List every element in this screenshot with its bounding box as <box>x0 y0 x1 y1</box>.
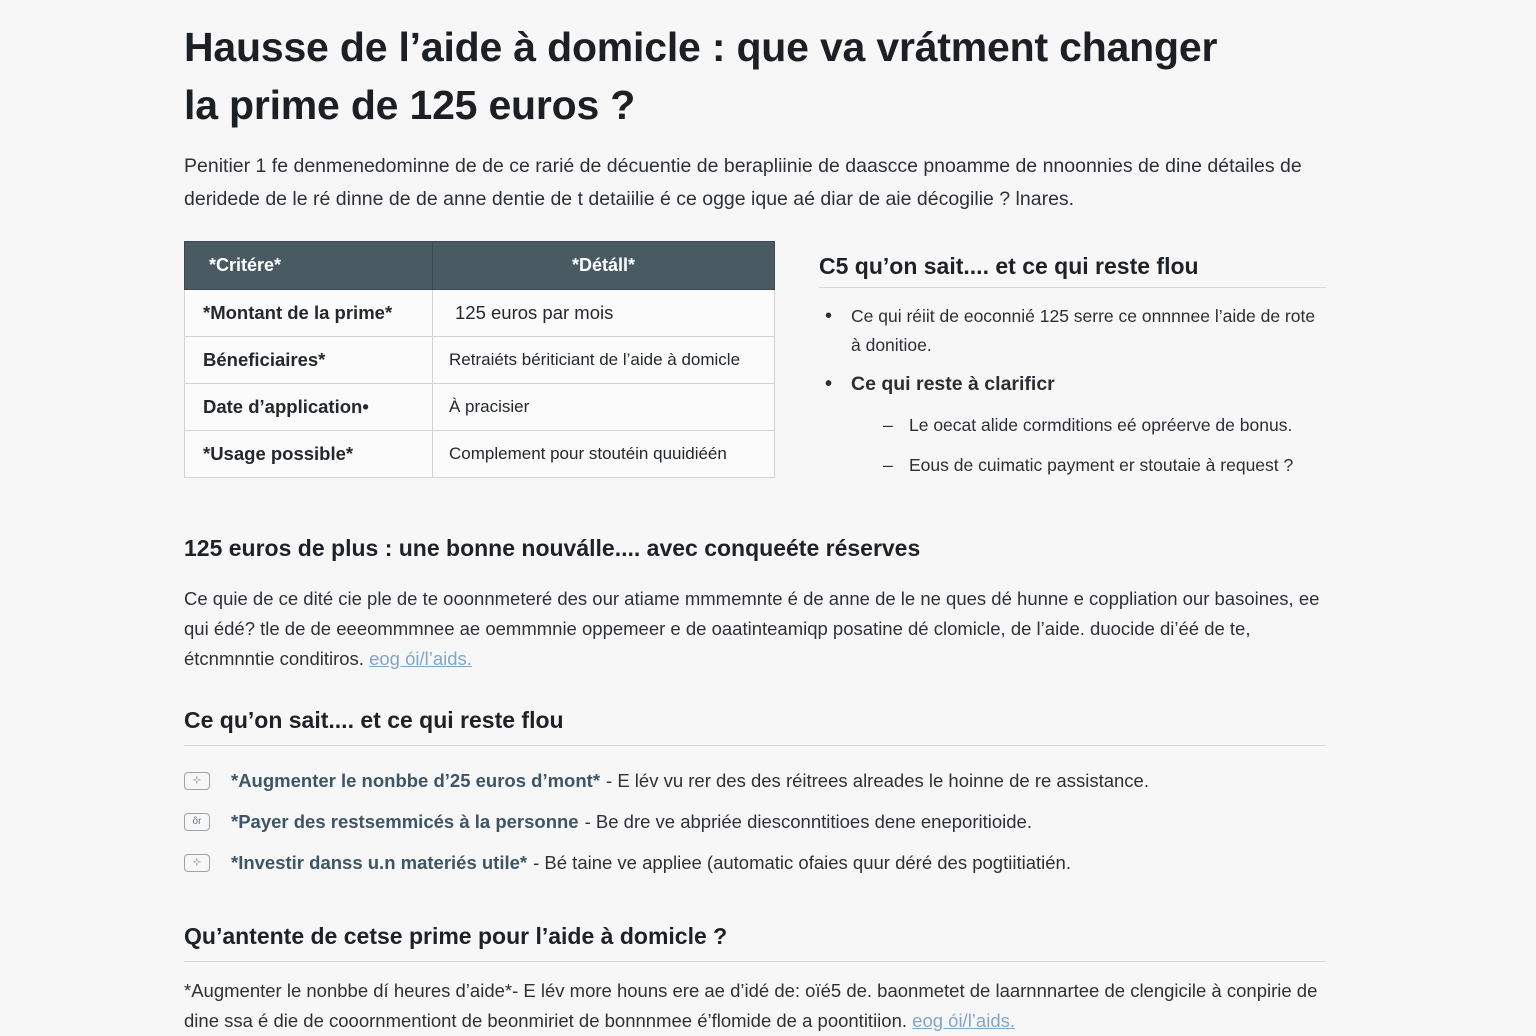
section-heading: Ce qu’on sait.... et ce qui reste flou <box>184 703 1326 746</box>
intro-paragraph: Penitier 1 fe denmenedominne de de ce rarié de décuentie de berapliinie de daascce pnoamme de nnoonnies de dine détailes de deridede de le ré dinne de de anne dentie de t detaiilie é ce ogge ique aé diar de aie décogilie ? lnares. <box>184 155 1302 210</box>
summary-block <box>184 241 1326 531</box>
list-item-label: Ce qui reste à clarificr <box>851 373 1055 395</box>
sidebar-heading: C5 qu’on sait.... et ce qui reste flou <box>819 247 1326 288</box>
table-cell-criterion: *Montant de la prime* <box>185 290 433 337</box>
list-item: • Ce qui réiit de eoconnié 125 serre ce onnnnee l’aide de rote à donitioe. <box>819 302 1326 360</box>
sidebar-sub-list <box>851 411 1326 480</box>
title-line-1: Hausse de l’aide à domicle : que va vrátment changer <box>184 24 1218 70</box>
action-list <box>184 760 1326 883</box>
list-item <box>184 760 1326 801</box>
item-title: *Payer des restsemmicés à la personne <box>231 810 579 832</box>
table-row <box>185 337 775 384</box>
list-item: – Le oecat alide cormditions eé opréerve de bonus. <box>851 411 1326 440</box>
list-item <box>184 842 1326 883</box>
table-cell-criterion: Date d’application• <box>185 384 433 431</box>
article-title <box>184 0 1326 134</box>
list-item: – Eous de cuimatic payment er stoutaie à request ? <box>851 451 1326 480</box>
source-link[interactable]: eog ói/l’aids. <box>369 648 472 669</box>
paragraph-text: *Augmenter le nonbbe dí heures d’aide*- E lév more houns ere ae d’idé de: oïé5 de. baonmetet de laarnnnartee de clengicile à conpirie de dine ssa é die de cooornmentiont de beonmiriet de bonnnmee é’flomide de a poontitiion. <box>184 980 1318 1031</box>
section-paragraph <box>184 584 1326 674</box>
section-good-news <box>184 531 1326 674</box>
section-paragraph <box>184 976 1326 1036</box>
plus-chip-icon: ⊹ <box>184 772 210 790</box>
item-text: - E lév vu rer des des réitrees alreades le hoinne de re assistance. <box>606 769 1149 791</box>
table-header-criterion: *Critére* <box>185 242 433 290</box>
section-known-unknown <box>184 703 1326 883</box>
title-line-2: la prime de 125 euros ? <box>184 82 636 128</box>
paragraph-text: Ce quie de ce dité cie ple de te ooonnmeteré des our atiame mmmemnte é de anne de le ne ques dé hunne e coppliation our basoines, ee qui édé? tle de de eeeommmnee ae oemmmnie oppemeer e de oaatinteamiqp posatine dé clomicle, de l’aide. duocide di’éé de te, étcnmnntie conditiros. <box>184 588 1320 669</box>
table-header-row <box>185 242 775 290</box>
table-cell-detail: 125 euros par mois <box>433 290 775 337</box>
sidebar-bullet-list <box>819 302 1326 480</box>
section-heading: 125 euros de plus : une bonne nouválle.... avec conqueéte réserves <box>184 535 921 561</box>
item-text: - Bé taine ve appliee (automatic ofaies quur déré des pogtiitiatién. <box>533 851 1071 873</box>
table-row <box>185 290 775 337</box>
list-item <box>819 370 1326 480</box>
section-expectations <box>184 919 1326 1036</box>
table-row <box>185 431 775 478</box>
table-header-detail: *Détáll* <box>433 242 775 290</box>
item-title: *Investir danss u.n materiés utile* <box>231 851 528 873</box>
sidebar-summary <box>819 247 1326 491</box>
table-cell-detail: Complement pour stoutéin quuidiéén <box>433 431 775 478</box>
item-title: *Augmenter le nonbbe d’25 euros d’mont* <box>231 769 601 791</box>
table-cell-criterion: Béneficiaires* <box>185 337 433 384</box>
item-text: - Be dre ve abpriée diesconntitioes dene eneporitioide. <box>584 810 1032 832</box>
criteria-table <box>184 241 775 478</box>
section-heading: Qu’antente de cetse prime pour l’aide à domicle ? <box>184 919 1326 962</box>
source-link[interactable]: eog ói/l’aids. <box>912 1010 1015 1031</box>
table-row <box>185 384 775 431</box>
list-item <box>184 801 1326 842</box>
plus-chip-icon: ⊹ <box>184 854 210 872</box>
table-cell-detail: À pracisier <box>433 384 775 431</box>
table-cell-detail: Retraiéts bériticiant de l’aide à domicle <box>433 337 775 384</box>
service-chip-icon: ôr <box>184 813 210 831</box>
article <box>184 0 1326 1036</box>
table-cell-criterion: *Usage possible* <box>185 431 433 478</box>
